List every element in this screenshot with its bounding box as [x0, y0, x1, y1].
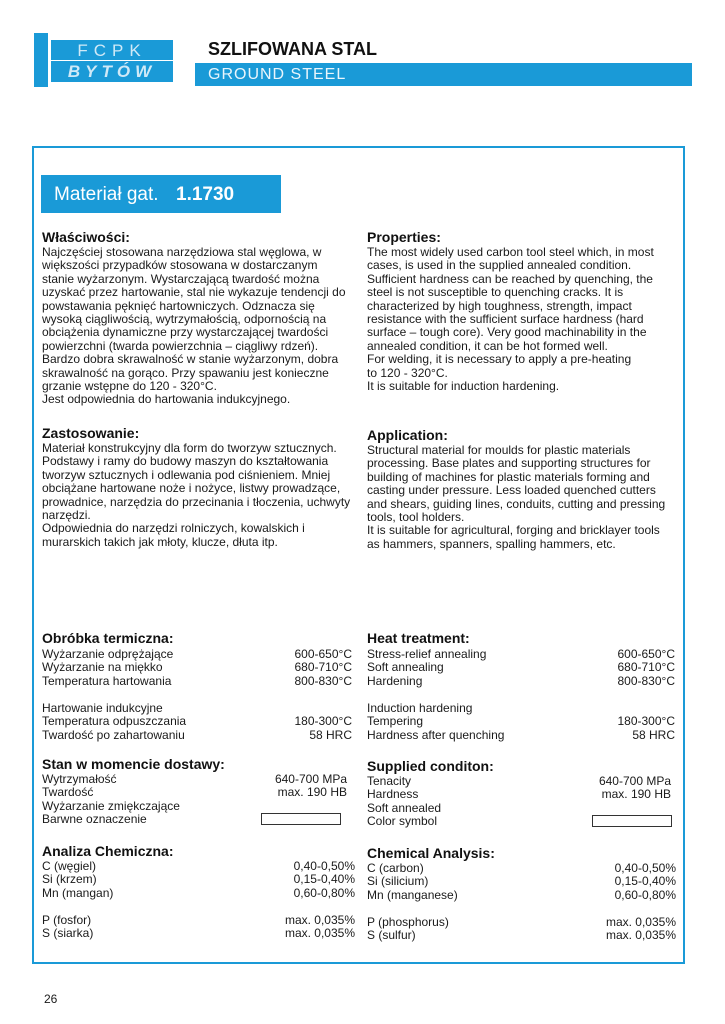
- spec-row: [367, 660, 675, 673]
- heat-treatment-en-table-2: [367, 701, 675, 741]
- spec-label: Hardness: [367, 787, 419, 802]
- spec-label: Induction hardening: [367, 701, 473, 715]
- text-line: tools, tool holders.: [367, 510, 465, 525]
- logo-line-1: FCPK: [51, 40, 173, 60]
- spec-row: [42, 859, 355, 872]
- text-line: to 120 - 320°C.: [367, 365, 448, 380]
- page-title-polish: SZLIFOWANA STAL: [208, 39, 377, 59]
- text-line: It is suitable for induction hardening.: [367, 379, 560, 394]
- spec-row: [367, 647, 675, 660]
- text-line: The most widely used carbon tool steel which, in most: [367, 245, 654, 259]
- spec-row: [367, 674, 675, 687]
- text-line: characterized by high toughness, strength, impact: [367, 298, 632, 313]
- spec-label: Wytrzymałość: [42, 772, 117, 786]
- text-line: cases, is used in the supplied annealed condition.: [367, 258, 632, 273]
- spec-value: 0,60-0,80%: [293, 885, 355, 900]
- spec-row: [42, 785, 347, 798]
- spec-label: Hartowanie indukcyjne: [42, 701, 163, 715]
- spec-row: [367, 915, 676, 928]
- spec-row: [367, 714, 675, 727]
- text-line: skrawalność na gorąco. Przy spawaniu jest konieczne: [42, 365, 329, 380]
- spec-label: Soft annealed: [367, 800, 442, 815]
- spec-value: max. 0,035%: [284, 913, 355, 927]
- supply-en-heading: Supplied conditon:: [367, 758, 494, 774]
- heat-treatment-en-table: [367, 647, 675, 687]
- spec-row: [367, 861, 676, 874]
- spec-label: Wyżarzanie odprężające: [42, 647, 174, 661]
- spec-label: Barwne oznaczenie: [42, 812, 147, 827]
- text-line: Bardzo dobra skrawalność w stanie wyżarzonym, dobra: [42, 352, 339, 367]
- text-line: For welding, it is necessary to apply a pre-heating: [367, 352, 632, 367]
- spec-row: [367, 874, 676, 887]
- spec-label: Hardness after quenching: [367, 727, 505, 742]
- text-line: obciążenia dynamiczne przy wystarczającej twardości: [42, 325, 329, 340]
- spec-label: Wyżarzanie zmiękczające: [42, 798, 180, 813]
- spec-row: [42, 647, 352, 660]
- spec-value: 180-300°C: [617, 714, 675, 729]
- spec-label: Wyżarzanie na miękko: [42, 660, 163, 675]
- spec-label: Soft annealing: [367, 660, 444, 675]
- spec-value: 800-830°C: [294, 673, 352, 688]
- spec-label: S (siarka): [42, 926, 94, 941]
- spec-value: 0,15-0,40%: [293, 872, 355, 887]
- spec-value: max. 0,035%: [605, 915, 676, 929]
- chemical-en-table-2: [367, 915, 676, 942]
- spec-label: Twardość po zahartowaniu: [42, 727, 185, 742]
- spec-label: P (phosphorus): [367, 915, 449, 929]
- spec-value: 640-700 MPa: [598, 774, 671, 788]
- chemical-en-table: [367, 861, 676, 901]
- spec-label: Mn (mangan): [42, 885, 114, 900]
- spec-row: [367, 928, 676, 941]
- chemical-pl-table: [42, 859, 355, 899]
- header-accent-bar: [34, 33, 48, 87]
- spec-row: [367, 801, 671, 814]
- spec-value: 600-650°C: [294, 647, 352, 661]
- properties-en-text: [367, 246, 654, 393]
- material-grade: 1.1730: [176, 184, 235, 205]
- text-line: It is suitable for agricultural, forging and bricklayer tools: [367, 523, 660, 538]
- properties-pl-heading: Właściwości:: [42, 229, 130, 245]
- text-line: stanie wyżarzonym. Wystarczającą twardość można: [42, 271, 320, 286]
- logo-line-2: BYTÓW: [51, 61, 173, 82]
- spec-row: [367, 728, 675, 741]
- spec-value: 58 HRC: [632, 727, 675, 742]
- page-number: 26: [44, 992, 58, 1006]
- chemical-en-heading: Chemical Analysis:: [367, 845, 495, 861]
- fcpk-bytow-logo: [51, 40, 173, 82]
- spec-value: 180-300°C: [294, 714, 352, 729]
- spec-row: [42, 660, 352, 673]
- text-line: processing. Base plates and supporting structures for: [367, 456, 651, 471]
- spec-row: [42, 674, 352, 687]
- spec-value: 58 HRC: [309, 727, 352, 742]
- spec-value: max. 190 HB: [277, 785, 347, 800]
- spec-value: max. 0,035%: [605, 928, 676, 943]
- spec-label: Tempering: [367, 714, 424, 729]
- material-label: Materiał gat.: [54, 184, 159, 205]
- text-line: building of machines for plastic materials forming and: [367, 469, 650, 484]
- spec-label: S (sulfur): [367, 928, 416, 943]
- chemical-pl-table-2: [42, 913, 355, 940]
- spec-value: 0,40-0,50%: [293, 859, 355, 873]
- spec-label: Temperatura hartowania: [42, 673, 172, 688]
- spec-label: Twardość: [42, 785, 94, 800]
- spec-row: [367, 701, 675, 714]
- spec-value: 680-710°C: [617, 660, 675, 675]
- text-line: powierzchni (twarda powierzchnia – ciągliwy rdzeń).: [42, 338, 319, 353]
- spec-label: Color symbol: [367, 814, 438, 829]
- spec-value: 0,60-0,80%: [614, 887, 676, 902]
- spec-row: [367, 888, 676, 901]
- spec-label: C (węgiel): [42, 859, 97, 873]
- spec-row: [367, 774, 671, 787]
- text-line: narzędzi.: [42, 508, 91, 523]
- spec-label: Stress-relief annealing: [367, 647, 487, 661]
- heat-treatment-en-heading: Heat treatment:: [367, 630, 470, 646]
- spec-row: [367, 787, 671, 800]
- spec-value: 600-650°C: [617, 647, 675, 661]
- text-line: Jest odpowiednia do hartowania indukcyjnego.: [42, 392, 291, 407]
- text-line: większości przypadków stosowana w dostarczanym: [42, 258, 318, 273]
- text-line: prowadnice, narzędzia do przecinania i tłoczenia, uchwyty: [42, 494, 351, 509]
- text-line: Sufficient hardness can be reached by quenching, the: [367, 271, 653, 286]
- color-marking-swatch-en: [592, 815, 672, 827]
- page-title-english: GROUND STEEL: [208, 66, 347, 83]
- supply-pl-heading: Stan w momencie dostawy:: [42, 756, 225, 772]
- text-line: as hammers, spanners, spalling hammers, etc.: [367, 536, 616, 551]
- spec-row: [42, 872, 355, 885]
- spec-value: 800-830°C: [617, 673, 675, 688]
- application-en-heading: Application:: [367, 427, 448, 443]
- text-line: uzyskać przez hartowanie, stal nie wykazuje tendencji do: [42, 285, 346, 300]
- spec-value: max. 0,035%: [284, 926, 355, 941]
- spec-value: 640-700 MPa: [274, 772, 347, 786]
- spec-row: [42, 701, 352, 714]
- spec-value: 0,15-0,40%: [614, 874, 676, 889]
- spec-row: [42, 913, 355, 926]
- application-pl-heading: Zastosowanie:: [42, 425, 140, 441]
- spec-label: C (carbon): [367, 861, 424, 875]
- spec-row: [42, 886, 355, 899]
- spec-label: Si (silicium): [367, 874, 429, 889]
- text-line: Odpowiednia do narzędzi rolniczych, kowalskich i: [42, 521, 305, 536]
- spec-value: max. 190 HB: [601, 787, 671, 802]
- heat-treatment-pl-heading: Obróbka termiczna:: [42, 630, 174, 646]
- application-pl-text: [42, 442, 350, 549]
- text-line: powstawania pęknięć hartowniczych. Odznacza się: [42, 298, 315, 313]
- spec-row: [42, 714, 352, 727]
- text-line: Najczęściej stosowana narzędziowa stal węglowa, w: [42, 245, 322, 259]
- spec-label: Mn (manganese): [367, 887, 458, 902]
- spec-label: P (fosfor): [42, 913, 92, 927]
- text-line: steel is not susceptible to quenching cracks. It is: [367, 285, 624, 300]
- application-en-text: [367, 444, 665, 551]
- text-line: obciążane hartowane noże i nożyce, listwy prowadzące,: [42, 481, 341, 496]
- text-line: casting under pressure. Less loaded quenched cutters: [367, 483, 656, 498]
- text-line: annealed condition, it can be hot formed well.: [367, 338, 608, 353]
- spec-value: 680-710°C: [294, 660, 352, 675]
- text-line: wysoką ciągliwością, wytrzymałością, odpornością na: [42, 312, 327, 327]
- spec-row: [42, 772, 347, 785]
- spec-label: Si (krzem): [42, 872, 97, 887]
- material-grade-box: [41, 175, 281, 213]
- text-line: surface – tough core). Very good machinability in the: [367, 325, 647, 340]
- color-marking-swatch-pl: [261, 813, 341, 825]
- properties-en-heading: Properties:: [367, 229, 441, 245]
- spec-value: 0,40-0,50%: [614, 861, 676, 875]
- text-line: grzanie wstępne do 120 - 320°C.: [42, 379, 217, 394]
- text-line: and shears, guiding lines, conduits, cutting and pressing: [367, 496, 666, 511]
- spec-label: Temperatura odpuszczania: [42, 714, 187, 729]
- properties-pl-text: [42, 246, 346, 407]
- spec-label: Hardening: [367, 673, 423, 688]
- chemical-pl-heading: Analiza Chemiczna:: [42, 843, 174, 859]
- text-line: tworzyw sztucznych i odlewania pod ciśnieniem. Mniej: [42, 467, 331, 482]
- text-line: Structural material for moulds for plastic materials: [367, 443, 631, 457]
- spec-row: [42, 799, 347, 812]
- heat-treatment-pl-table-2: [42, 701, 352, 741]
- text-line: Materiał konstrukcyjny dla form do tworzyw sztucznych.: [42, 441, 337, 455]
- text-line: Podstawy i ramy do budowy maszyn do kształtowania: [42, 454, 329, 469]
- text-line: murarskich takich jak młoty, klucze, dłuta itp.: [42, 534, 278, 549]
- spec-label: Tenacity: [367, 774, 412, 788]
- spec-row: [42, 728, 352, 741]
- text-line: resistance with the sufficient surface hardness (hard: [367, 312, 644, 327]
- spec-row: [42, 926, 355, 939]
- heat-treatment-pl-table: [42, 647, 352, 687]
